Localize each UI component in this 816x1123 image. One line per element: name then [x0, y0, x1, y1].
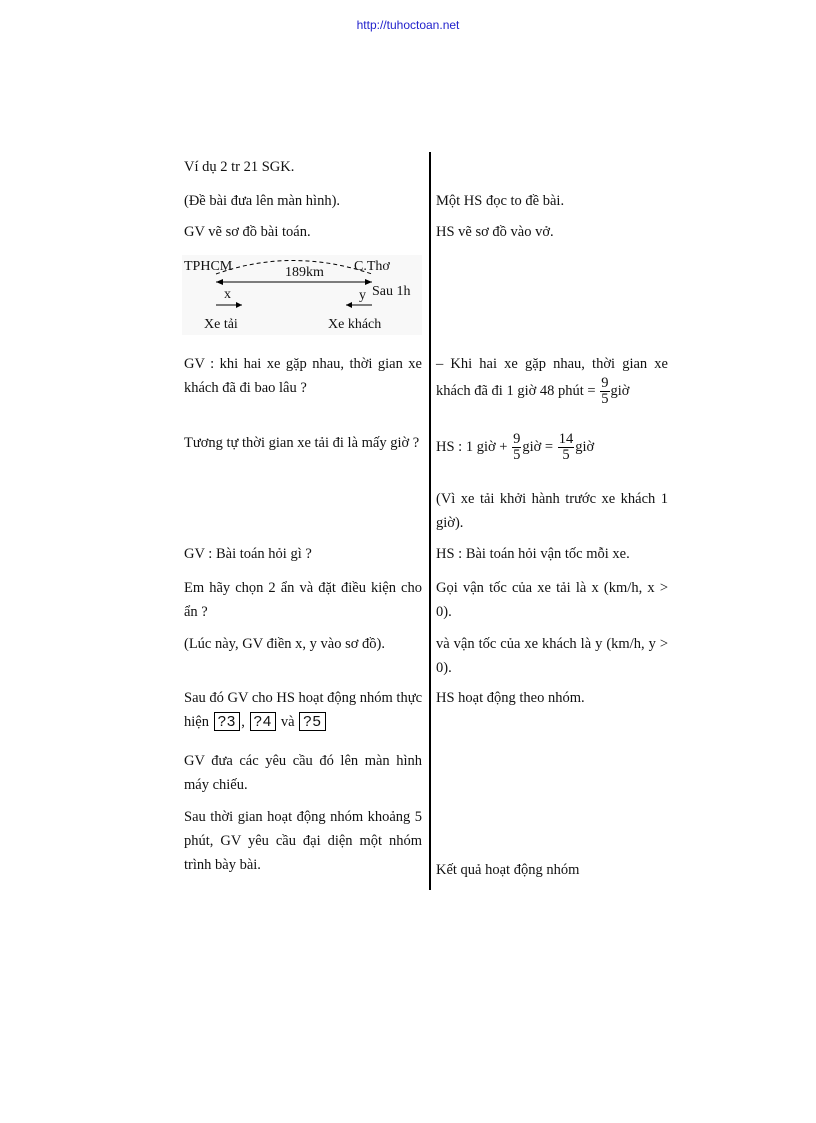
after-group-note: Sau thời gian hoạt động nhóm khoảng 5 phút, GV yêu cầu đại diện một nhóm trình bày bài.: [184, 809, 422, 873]
after-label: Sau 1h: [372, 284, 411, 299]
question-problem: GV : Bài toán hỏi gì ?: [184, 546, 312, 562]
question-time-truck: Tương tự thời gian xe tải đi là mấy giờ ?: [184, 435, 420, 451]
question-box-4: ?4: [250, 712, 277, 731]
fraction-numerator: 9: [601, 375, 609, 391]
answer-var-x: Gọi vận tốc của xe tải là x (km/h, x > 0).: [436, 580, 668, 620]
fraction-nine-fifths-2: [512, 432, 521, 463]
draw-diagram-note: GV vẽ sơ đồ bài toán.: [184, 224, 311, 240]
fraction-nine-fifths: [600, 376, 609, 407]
question-time-bus: GV : khi hai xe gặp nhau, thời gian xe khách đã đi bao lâu ?: [184, 356, 422, 396]
answer-truck-mid: giờ =: [522, 438, 554, 455]
city-a-label: TPHCM: [184, 259, 233, 274]
group-intro-text: Sau đó GV cho HS hoạt động nhóm thực hiện: [184, 690, 422, 730]
distance-label: 189km: [285, 265, 324, 280]
answer-time-truck: [436, 432, 668, 463]
question-box-5: ?5: [299, 712, 326, 731]
question-choose-vars: Em hãy chọn 2 ẩn và đặt điều kiện cho ẩn ?: [184, 580, 422, 620]
answer-time-bus-text: – Khi hai xe gặp nhau, thời gian xe khách đã đi 1 giờ 48 phút =: [436, 356, 668, 399]
answer-problem: HS : Bài toán hỏi vận tốc mỗi xe.: [436, 546, 630, 562]
answer-time-bus: [436, 352, 668, 407]
fraction-fourteen-fifths: [558, 432, 575, 463]
group-activity-note: [184, 686, 422, 734]
bus-label: Xe khách: [328, 317, 382, 332]
answer-var-y: và vận tốc của xe khách là y (km/h, y > 0).: [436, 636, 668, 676]
var-x-label: x: [224, 287, 231, 302]
question-box-3: ?3: [214, 712, 241, 731]
draw-notebook-note: HS vẽ sơ đồ vào vở.: [436, 224, 554, 240]
truck-label: Xe tải: [204, 317, 238, 332]
fill-diagram-note: (Lúc này, GV điền x, y vào sơ đồ).: [184, 636, 385, 652]
show-problem-note: (Đề bài đưa lên màn hình).: [184, 193, 341, 209]
and-text: và: [280, 714, 295, 730]
reason-note: (Vì xe tải khởi hành trước xe khách 1 giờ).: [436, 491, 668, 531]
site-url[interactable]: http://tuhoctoan.net: [356, 18, 460, 32]
unit-text: giờ: [610, 382, 630, 399]
read-problem-note: Một HS đọc to đề bài.: [436, 193, 565, 209]
column-divider: [429, 152, 431, 890]
fraction-denominator: 5: [513, 447, 521, 463]
answer-truck-prefix: HS : 1 giờ +: [436, 438, 508, 455]
group-work-note: HS hoạt động theo nhóm.: [436, 690, 585, 706]
fraction-denominator: 5: [601, 391, 609, 407]
group-result-note: Kết quả hoạt động nhóm: [436, 862, 580, 878]
fraction-denominator: 5: [562, 447, 570, 463]
motion-diagram: [182, 255, 422, 335]
example-reference: Ví dụ 2 tr 21 SGK.: [184, 159, 295, 175]
unit-text: giờ: [575, 438, 595, 455]
comma-text: ,: [241, 714, 245, 730]
fraction-numerator: 14: [558, 431, 574, 447]
city-b-label: C.Thơ: [354, 259, 390, 274]
fraction-numerator: 9: [513, 431, 521, 447]
projector-note: GV đưa các yêu cầu đó lên màn hình máy chiếu.: [184, 753, 422, 793]
var-y-label: y: [359, 288, 366, 303]
